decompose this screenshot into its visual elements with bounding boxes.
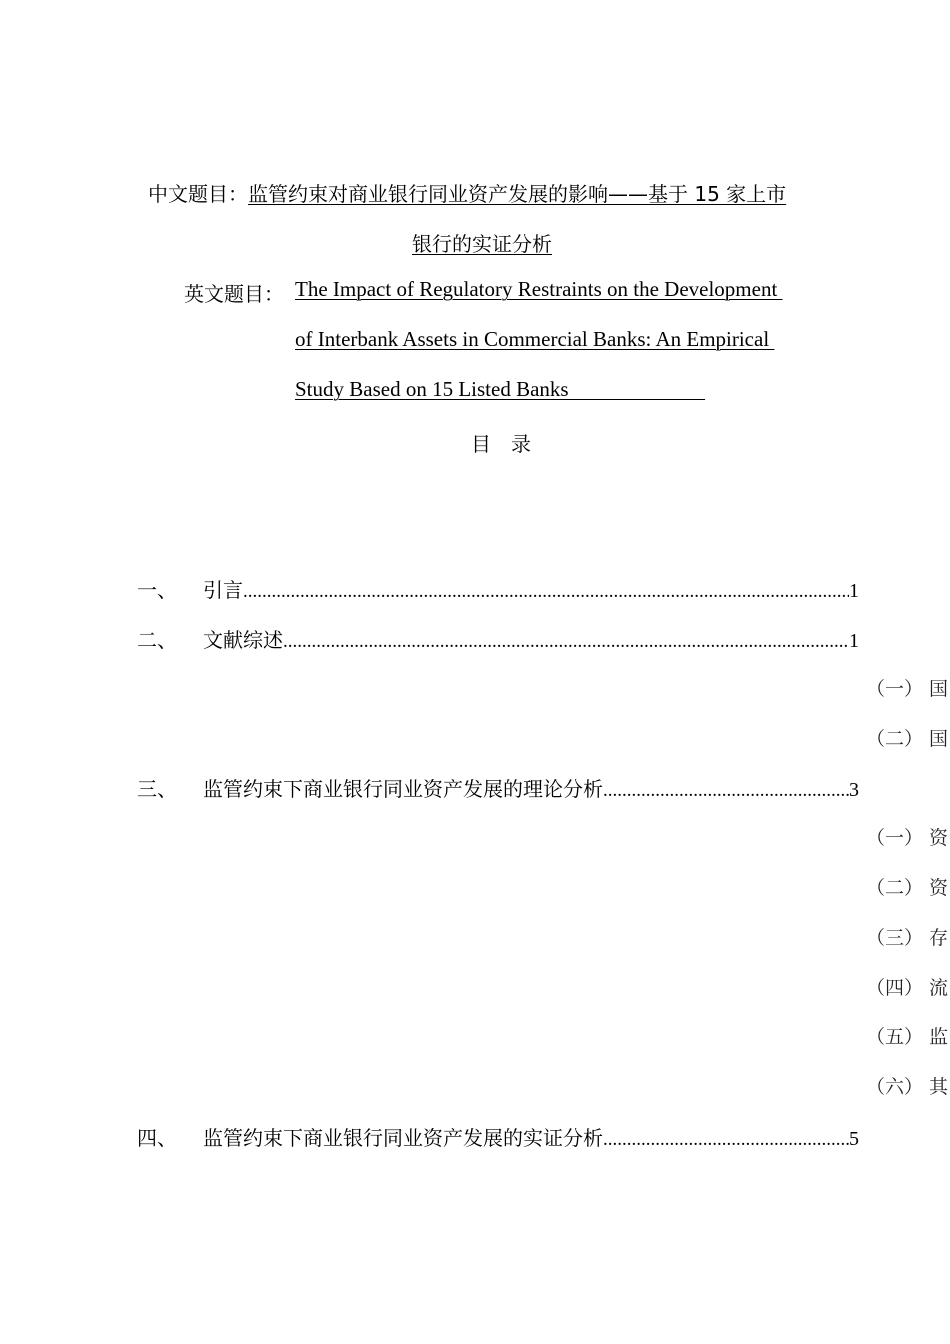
toc-sub-label: （一） (866, 827, 924, 849)
toc-entry-title: 引言 (203, 578, 243, 602)
toc-sub-entry[interactable] (866, 973, 948, 1000)
toc-entry-number: 三、 (137, 777, 177, 801)
toc-entry-page: 1 (849, 580, 859, 602)
toc-sub-text: 国 (929, 728, 949, 750)
toc-sub-label: （五） (866, 1026, 924, 1048)
toc-leader-dots (243, 581, 849, 603)
toc-sub-text: 监 (929, 1026, 949, 1048)
en-title-line1: The Impact of Regulatory Restraints on the Development (295, 277, 783, 301)
toc-sub-label: （三） (866, 927, 924, 949)
toc-sub-label: （二） (866, 877, 924, 899)
toc-entry-title: 文献综述 (203, 628, 283, 652)
toc-sub-entry[interactable] (866, 873, 948, 900)
toc-entry-page: 5 (849, 1128, 859, 1150)
toc-entry[interactable] (137, 624, 859, 654)
toc-entry-page: 1 (849, 630, 859, 652)
toc-entry-page: 3 (849, 779, 859, 801)
toc-sub-text: 其 (929, 1076, 949, 1098)
toc-sub-text: 资 (929, 827, 949, 849)
toc-heading: 目 录 (471, 432, 531, 456)
cn-title-line2: 银行的实证分析 (412, 232, 552, 256)
toc-sub-text: 资 (929, 877, 949, 899)
toc-leader-dots (283, 631, 849, 653)
toc-sub-entry[interactable] (866, 923, 948, 950)
toc-sub-entry[interactable] (866, 823, 948, 850)
toc-sub-text: 流 (929, 977, 949, 999)
toc-sub-entry[interactable] (866, 1022, 948, 1049)
toc-leader-dots (603, 1129, 849, 1151)
toc-entry-title: 监管约束下商业银行同业资产发展的实证分析 (203, 1126, 603, 1150)
en-title-label: 英文题目： (184, 282, 284, 306)
toc-entry-number: 四、 (137, 1126, 177, 1150)
toc-sub-entry[interactable] (866, 1072, 948, 1099)
toc-sub-label: （二） (866, 728, 924, 750)
cn-title-label: 中文题目： (148, 182, 248, 206)
toc-entry-title: 监管约束下商业银行同业资产发展的理论分析 (203, 777, 603, 801)
toc-sub-entry[interactable] (866, 724, 948, 751)
toc-entry[interactable] (137, 574, 859, 604)
toc-entry[interactable] (137, 1122, 859, 1152)
toc-sub-entry[interactable] (866, 674, 948, 701)
cn-title-line1 (148, 178, 786, 207)
toc-sub-text: 国 (929, 678, 949, 700)
en-title-line3: Study Based on 15 Listed Banks (295, 377, 706, 401)
toc-sub-text: 存 (929, 927, 949, 949)
toc-entry-number: 二、 (137, 628, 177, 652)
toc-entry[interactable] (137, 773, 859, 803)
toc-sub-label: （四） (866, 977, 924, 999)
en-title-line2: of Interbank Assets in Commercial Banks: An Empirical (295, 327, 775, 351)
toc-leader-dots (603, 780, 849, 802)
toc-entry-number: 一、 (137, 578, 177, 602)
toc-sub-label: （一） (866, 678, 924, 700)
cn-title-text: 监管约束对商业银行同业资产发展的影响——基于 15 家上市 (248, 182, 787, 206)
toc-sub-label: （六） (866, 1076, 924, 1098)
